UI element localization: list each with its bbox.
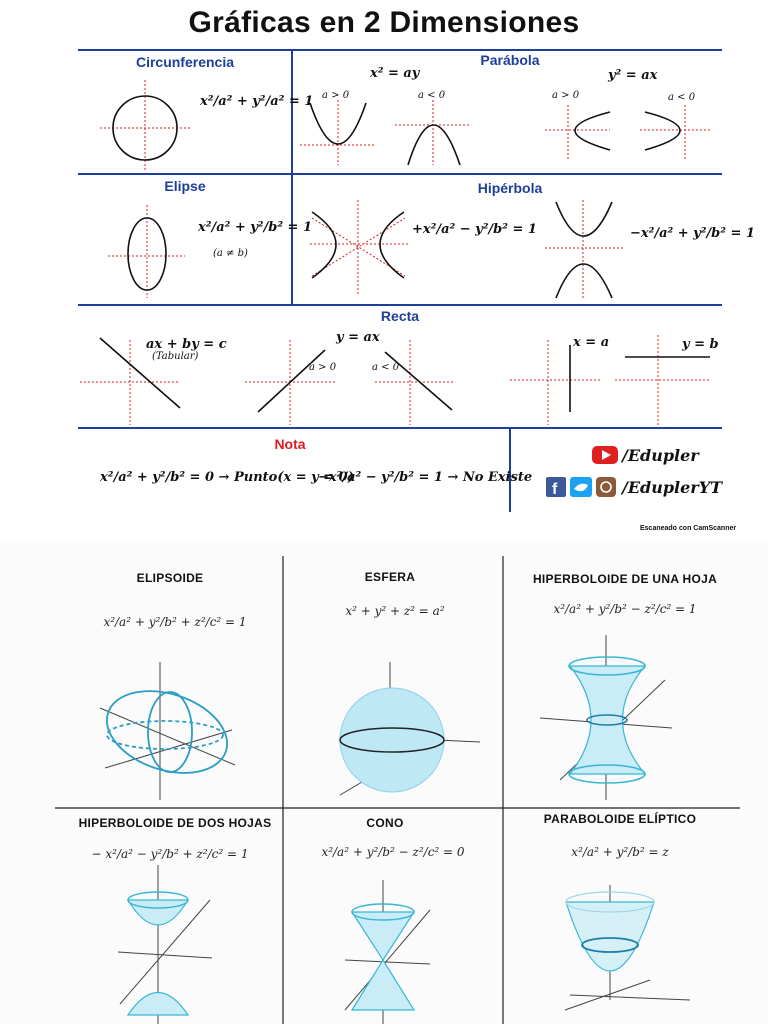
parabola-up-graph <box>300 100 375 165</box>
parabola-right-graph <box>545 105 610 160</box>
youtube-icon <box>592 446 618 464</box>
youtube-handle: /Edupler <box>622 446 699 465</box>
hyperbola-vertical-graph <box>545 200 625 300</box>
surface-eq-esfera: x² + y² + z² = a² <box>345 604 445 618</box>
circle-equation: x²/a² + y²/a² = 1 <box>200 94 314 109</box>
section-title-hiperbola: Hipérbola <box>477 180 543 196</box>
surface-eq-hiperboloide-una-hoja: x²/a² + y²/b² − z²/c² = 1 <box>553 602 697 616</box>
surface-title-paraboloide-eliptico: PARABOLOIDE ELÍPTICO <box>543 812 697 826</box>
facebook-icon <box>546 477 566 498</box>
cone-surface <box>345 880 430 1024</box>
twitter-icon <box>570 477 592 497</box>
parabola-cond-pos-2: a > 0 <box>552 90 580 101</box>
circle-graph <box>100 80 190 170</box>
nota-text-2: −x²/a² − y²/b² = 1 → No Existe <box>318 470 533 485</box>
section-title-recta: Recta <box>380 308 420 324</box>
ellipse-equation: x²/a² + y²/b² = 1 <box>198 220 313 235</box>
hyperbola-equation-1: +x²/a² − y²/b² = 1 <box>412 222 537 237</box>
social-handle: /EduplerYT <box>622 478 723 497</box>
bottom-page <box>0 540 768 1024</box>
line-equation-slope: y = ax <box>336 330 380 345</box>
sphere-surface <box>340 662 480 795</box>
surface-eq-cono: x²/a² + y²/b² − z²/c² = 0 <box>321 845 465 859</box>
nota-text-1: x²/a² + y²/b² = 0 → Punto(x = y = 0) <box>100 470 354 485</box>
line-equation-vertical: x = a <box>573 335 610 350</box>
hyperbola-equation-2: −x²/a² + y²/b² = 1 <box>630 226 755 241</box>
line-equation-horizontal: y = b <box>682 337 719 352</box>
line-equation-note: (Tabular) <box>152 351 199 362</box>
parabola-cond-neg-1: a < 0 <box>418 90 446 101</box>
hyperbola-horizontal-graph <box>310 200 410 295</box>
hyperboloid-one-sheet-surface <box>540 635 672 800</box>
line-cond-pos: a > 0 <box>309 362 337 373</box>
section-title-parabola: Parábola <box>480 52 540 68</box>
surface-eq-paraboloide-eliptico: x²/a² + y²/b² = z <box>571 845 669 859</box>
nota-title: Nota <box>274 436 306 452</box>
surface-title-elipsoide: ELIPSOIDE <box>136 571 204 585</box>
hyperboloid-two-sheets-surface <box>118 865 212 1024</box>
parabola-equation-2: y² = ax <box>608 68 658 83</box>
elliptic-paraboloid-surface <box>565 885 690 1010</box>
line-positive-slope-graph <box>245 340 335 425</box>
surface-eq-hiperboloide-dos-hojas: − x²/a² − y²/b² + z²/c² = 1 <box>91 847 249 861</box>
parabola-left-graph <box>640 105 710 160</box>
surface-title-hiperboloide-una-hoja: HIPERBOLOIDE DE UNA HOJA <box>532 572 718 586</box>
section-title-circunferencia: Circunferencia <box>135 54 235 70</box>
line-cond-neg: a < 0 <box>372 362 400 373</box>
parabola-down-graph <box>395 100 470 165</box>
parabola-cond-pos-1: a > 0 <box>322 90 350 101</box>
surface-title-cono: CONO <box>366 816 404 830</box>
surface-title-esfera: ESFERA <box>364 570 416 584</box>
scan-label: Escaneado con CamScanner <box>640 525 737 532</box>
line-negative-slope-graph <box>375 340 455 425</box>
ellipsoid-surface <box>96 662 237 800</box>
ellipse-graph <box>108 205 185 298</box>
parabola-cond-neg-2: a < 0 <box>668 92 696 103</box>
line-vertical-graph <box>510 340 600 425</box>
section-title-elipse: Elipse <box>164 178 206 194</box>
ellipse-note: (a ≠ b) <box>213 248 248 259</box>
instagram-icon <box>596 477 616 497</box>
svg-text:f: f <box>552 481 558 498</box>
surface-eq-elipsoide: x²/a² + y²/b² + z²/c² = 1 <box>103 615 247 629</box>
page-title: Gráficas en 2 Dimensiones <box>188 6 580 39</box>
parabola-equation-1: x² = ay <box>370 66 420 81</box>
surface-title-hiperboloide-dos-hojas: HIPERBOLOIDE DE DOS HOJAS <box>78 816 272 830</box>
line-equation-general: ax + by = c <box>146 337 227 352</box>
